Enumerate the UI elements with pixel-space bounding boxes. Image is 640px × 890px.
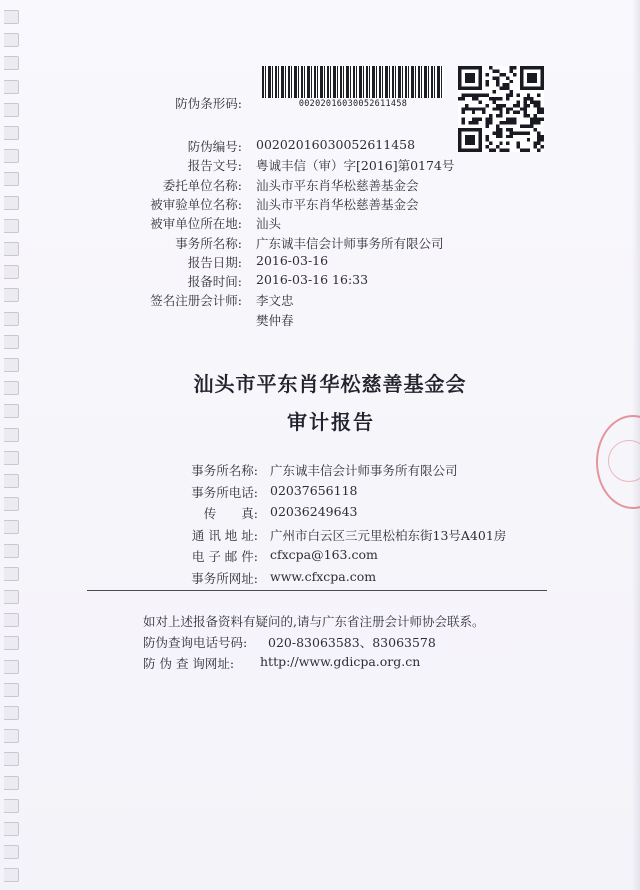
binding-hole [4,636,19,650]
report-info-label: 委托单位名称: [162,177,242,193]
report-info-label: 被审验单位名称: [150,196,242,212]
binding-hole [4,451,19,465]
report-info-value: 李文忠 [256,293,294,309]
footer-notice: 如对上述报备资料有疑问的,请与广东省注册会计师协会联系。 [143,614,485,629]
binding-hole [4,799,19,813]
binding-hole [4,33,19,47]
binding-hole [4,497,19,511]
binding-hole [4,312,19,326]
binding-hole [4,474,19,488]
report-info-value: 2016-03-16 [256,252,329,268]
firm-info-value: 02036249643 [270,504,358,519]
footer-url-value[interactable]: http://www.gdicpa.org.cn [260,654,421,669]
firm-info-value: 广东诚丰信会计师事务所有限公司 [270,463,458,478]
report-info-value: 汕头市平东肖华松慈善基金会 [256,196,419,212]
binding-hole [4,776,19,790]
report-info-label: 防伪编号: [187,139,242,154]
binding-hole [4,706,19,720]
report-info-label: 签名注册会计师: [150,293,242,309]
report-info-label: 报备时间: [187,274,242,290]
firm-info-label: 传 真: [203,506,258,521]
binding-hole [4,126,19,140]
report-info-value: 汕头 [256,216,282,232]
barcode-image [262,66,444,98]
binding-hole [4,103,19,117]
binding-hole [4,172,19,186]
binding-hole [4,567,19,581]
binding-hole [4,56,19,70]
binding-hole [4,219,19,233]
binding-hole [4,729,19,743]
binding-hole [4,335,19,349]
firm-info-label: 事务所网址: [191,570,258,586]
binding-hole [4,752,19,766]
footer-phone-label: 防伪查询电话号码: [143,635,248,650]
report-info-label: 事务所名称: [175,235,242,251]
binding-hole [4,10,19,24]
report-info-label: 报告日期: [187,254,242,270]
report-info-value: 汕头市平东肖华松慈善基金会 [256,177,419,193]
binding-hole [4,242,19,256]
report-info-value: 樊仲春 [256,312,294,328]
firm-info-value: cfxcpa@163.com [270,547,378,562]
firm-info-value: www.cfxcpa.com [270,568,377,584]
binding-hole [4,520,19,534]
section-divider [87,590,547,591]
report-title: 汕头市平东肖华松慈善基金会 [193,372,467,396]
footer-phone-value: 020-83063583、83063578 [268,635,436,650]
report-info-value: 2016-03-16 16:33 [256,272,369,288]
binding-hole [4,265,19,279]
firm-info-label: 事务所电话: [191,484,258,500]
report-subtitle: 审计报告 [287,410,375,434]
report-info-label: 报告文号: [187,158,242,174]
footer-url-label: 防 伪 查 询网址: [143,656,235,671]
report-info-label: 被审单位所在地: [150,216,242,232]
report-info-value: 粤诚丰信（审）字[2016]第0174号 [256,158,455,174]
binding-hole [4,288,19,302]
firm-info-value: 广州市白云区三元里松柏东街13号A401房 [270,527,507,543]
barcode-number: 00202016030052611458 [298,99,408,109]
binding-hole [4,868,19,882]
qr-code-image [458,66,544,152]
firm-info-label: 通 讯 地 址: [191,527,258,543]
firm-info-label: 事务所名称: [191,463,258,478]
report-info-value: 广东诚丰信会计师事务所有限公司 [256,235,444,251]
binding-hole [4,196,19,210]
spiral-binding [0,0,28,890]
report-info-value: 00202016030052611458 [256,137,416,152]
firm-info-value: 02037656118 [270,482,358,498]
binding-hole [4,660,19,674]
binding-hole [4,80,19,94]
binding-hole [4,683,19,697]
binding-hole [4,544,19,558]
firm-info-label: 电 子 邮 件: [191,549,258,564]
barcode-label: 防伪条形码: [175,96,242,111]
binding-hole [4,845,19,859]
binding-hole [4,590,19,604]
binding-hole [4,149,19,163]
binding-hole [4,613,19,627]
binding-hole [4,822,19,836]
